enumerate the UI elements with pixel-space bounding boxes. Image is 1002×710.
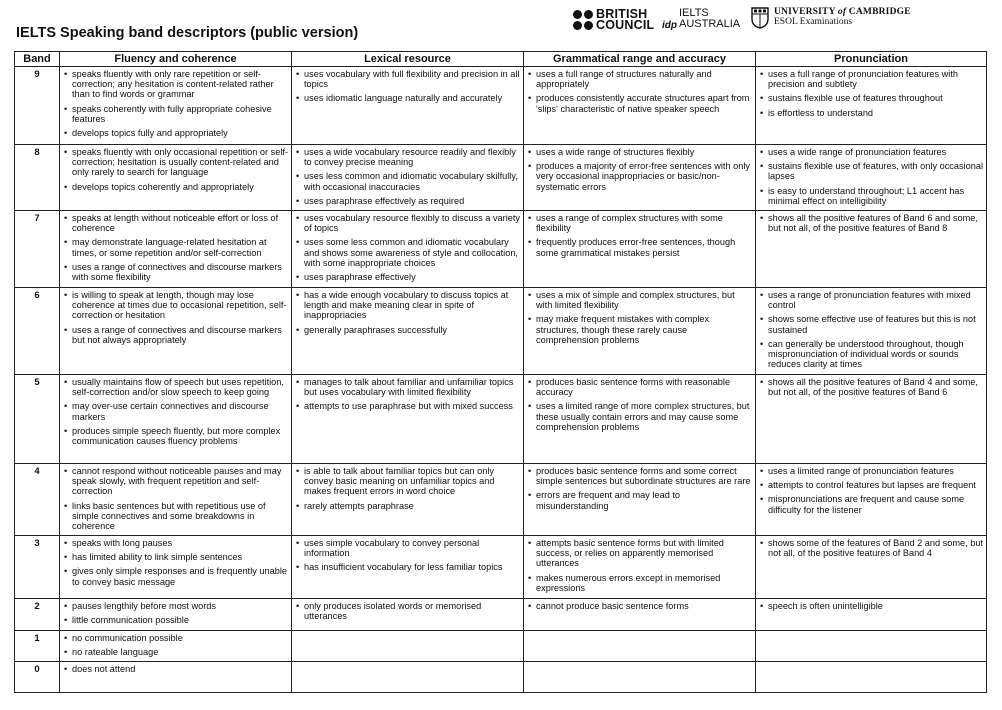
descriptor-cell-pronunciation xyxy=(756,145,987,211)
descriptor-item: • shows all the positive features of Band 6 and some, but not all, of the positive features of Band 8 xyxy=(759,213,983,233)
table-row xyxy=(15,631,987,662)
descriptor-item: • produces simple speech fluently, but more complex communication causes fluency problems xyxy=(63,426,288,446)
band-descriptors-table xyxy=(14,51,987,693)
descriptor-cell-fluency xyxy=(60,536,292,599)
cambridge-line1b: CAMBRIDGE xyxy=(846,7,911,17)
descriptor-cell-pronunciation xyxy=(756,211,987,288)
band-number: 2 xyxy=(15,599,60,631)
descriptor-item: • speaks at length without noticeable effort or loss of coherence xyxy=(63,213,288,233)
descriptor-list xyxy=(63,538,288,587)
table-row xyxy=(15,464,987,536)
descriptor-cell-grammar xyxy=(524,288,756,375)
header-band: Band xyxy=(15,52,60,67)
descriptor-item: • uses vocabulary with full flexibility and precision in all topics xyxy=(295,69,520,89)
band-number: 3 xyxy=(15,536,60,599)
descriptor-item: • mispronunciations are frequent and cause some difficulty for the listener xyxy=(759,494,983,514)
descriptor-list xyxy=(295,147,520,206)
page-title: IELTS Speaking band descriptors (public version) xyxy=(16,25,359,41)
descriptor-list xyxy=(759,290,983,369)
cambridge-line2: ESOL Examinations xyxy=(774,17,853,27)
descriptor-item: • pauses lengthily before most words xyxy=(63,601,288,611)
descriptor-list xyxy=(759,538,983,558)
descriptor-item: • has a wide enough vocabulary to discuss topics at length and make meaning clear in spite of inappropriacies xyxy=(295,290,520,321)
descriptor-item: • uses a full range of pronunciation features with precision and subtlety xyxy=(759,69,983,89)
descriptor-list xyxy=(527,213,752,258)
descriptor-list xyxy=(759,213,983,233)
descriptor-item: • no rateable language xyxy=(63,647,288,657)
cambridge-logo xyxy=(751,7,911,29)
descriptor-item: • uses paraphrase effectively xyxy=(295,272,520,282)
descriptor-item: • uses a wide range of pronunciation features xyxy=(759,147,983,157)
descriptor-item: • uses vocabulary resource flexibly to discuss a variety of topics xyxy=(295,213,520,233)
table-row xyxy=(15,145,987,211)
descriptor-item: • generally paraphrases successfully xyxy=(295,325,520,335)
descriptor-cell-pronunciation xyxy=(756,67,987,145)
descriptor-item: • rarely attempts paraphrase xyxy=(295,501,520,511)
ielts-line: IELTS xyxy=(679,7,709,19)
descriptor-cell-fluency xyxy=(60,375,292,464)
descriptor-list xyxy=(63,466,288,531)
descriptor-item: • uses less common and idiomatic vocabulary skilfully, with occasional inaccuracies xyxy=(295,171,520,191)
descriptor-cell-fluency xyxy=(60,145,292,211)
descriptor-item: • speech is often unintelligible xyxy=(759,601,983,611)
descriptor-item: • attempts to use paraphrase but with mixed success xyxy=(295,401,520,411)
logo-bar xyxy=(570,6,990,36)
cambridge-shield-icon xyxy=(751,7,769,29)
descriptor-cell-lexical xyxy=(292,599,524,631)
table-row xyxy=(15,211,987,288)
descriptor-item: • sustains flexible use of features throughout xyxy=(759,93,983,103)
british-council-dots-icon xyxy=(573,10,593,30)
descriptor-item: • attempts to control features but lapses are frequent xyxy=(759,480,983,490)
descriptor-cell-lexical xyxy=(292,464,524,536)
descriptor-item: • does not attend xyxy=(63,664,288,674)
descriptor-list xyxy=(527,601,752,611)
descriptor-list xyxy=(295,466,520,511)
descriptor-cell-pronunciation xyxy=(756,631,987,662)
descriptor-cell-lexical xyxy=(292,288,524,375)
descriptor-cell-grammar xyxy=(524,145,756,211)
descriptor-cell-lexical xyxy=(292,211,524,288)
descriptor-item: • gives only simple responses and is frequently unable to convey basic message xyxy=(63,566,288,586)
british-council-line1: BRITISH xyxy=(596,7,648,21)
descriptor-item: • frequently produces error-free sentences, though some grammatical mistakes persist xyxy=(527,237,752,257)
descriptor-item: • has limited ability to link simple sentences xyxy=(63,552,288,562)
british-council-logo xyxy=(573,9,654,31)
descriptor-item: • attempts basic sentence forms but with limited success, or relies on apparently memorised utterances xyxy=(527,538,752,569)
descriptor-item: • uses paraphrase effectively as required xyxy=(295,196,520,206)
descriptor-list xyxy=(295,213,520,282)
descriptor-item: • uses simple vocabulary to convey personal information xyxy=(295,538,520,558)
header-grammar: Grammatical range and accuracy xyxy=(524,52,756,67)
descriptor-item: • uses a range of connectives and discourse markers but not always appropriately xyxy=(63,325,288,345)
descriptor-cell-fluency xyxy=(60,599,292,631)
descriptor-cell-fluency xyxy=(60,631,292,662)
descriptor-item: • is easy to understand throughout; L1 accent has minimal effect on intelligibility xyxy=(759,186,983,206)
descriptor-list xyxy=(63,147,288,192)
descriptor-item: • produces consistently accurate structures apart from 'slips' characteristic of native speaker speech xyxy=(527,93,752,113)
descriptor-list xyxy=(527,147,752,192)
descriptor-item: • shows some of the features of Band 2 and some, but not all, of the positive features of Band 4 xyxy=(759,538,983,558)
descriptor-item: • produces basic sentence forms and some correct simple sentences but subordinate structures are rare xyxy=(527,466,752,486)
descriptor-cell-pronunciation xyxy=(756,662,987,693)
descriptor-list xyxy=(295,290,520,335)
table-row xyxy=(15,67,987,145)
descriptor-cell-grammar xyxy=(524,464,756,536)
descriptor-cell-fluency xyxy=(60,662,292,693)
descriptor-item: • has insufficient vocabulary for less familiar topics xyxy=(295,562,520,572)
descriptor-item: • shows all the positive features of Band 4 and some, but not all, of the positive features of Band 6 xyxy=(759,377,983,397)
descriptor-list xyxy=(759,601,983,611)
descriptor-item: • speaks fluently with only occasional repetition or self-correction; hesitation is usually content-related and only rarely to search for language xyxy=(63,147,288,178)
descriptor-cell-grammar xyxy=(524,375,756,464)
australia-line: AUSTRALIA xyxy=(679,18,741,30)
band-number: 6 xyxy=(15,288,60,375)
descriptor-cell-grammar xyxy=(524,536,756,599)
band-number: 4 xyxy=(15,464,60,536)
descriptor-item: • uses a range of pronunciation features with mixed control xyxy=(759,290,983,310)
descriptor-cell-lexical xyxy=(292,662,524,693)
descriptor-cell-pronunciation xyxy=(756,464,987,536)
descriptor-cell-grammar xyxy=(524,599,756,631)
descriptor-list xyxy=(527,290,752,345)
descriptor-item: • develops topics coherently and appropriately xyxy=(63,182,288,192)
band-number: 7 xyxy=(15,211,60,288)
table-row xyxy=(15,288,987,375)
descriptor-item: • speaks with long pauses xyxy=(63,538,288,548)
descriptor-cell-fluency xyxy=(60,67,292,145)
descriptor-item: • cannot produce basic sentence forms xyxy=(527,601,752,611)
descriptor-list xyxy=(63,290,288,345)
descriptor-item: • uses a wide range of structures flexibly xyxy=(527,147,752,157)
descriptor-item: • uses a full range of structures naturally and appropriately xyxy=(527,69,752,89)
descriptor-item: • uses a wide vocabulary resource readily and flexibly to convey precise meaning xyxy=(295,147,520,167)
descriptor-item: • manages to talk about familiar and unfamiliar topics but uses vocabulary with limited flexibility xyxy=(295,377,520,397)
descriptor-list xyxy=(295,538,520,573)
descriptor-list xyxy=(63,69,288,138)
descriptor-cell-lexical xyxy=(292,375,524,464)
descriptor-list xyxy=(759,147,983,206)
descriptor-list xyxy=(63,633,288,657)
descriptor-cell-pronunciation xyxy=(756,536,987,599)
table-row xyxy=(15,536,987,599)
descriptor-list xyxy=(759,377,983,397)
descriptor-item: • only produces isolated words or memorised utterances xyxy=(295,601,520,621)
descriptor-cell-fluency xyxy=(60,464,292,536)
descriptor-list xyxy=(527,69,752,114)
descriptor-cell-pronunciation xyxy=(756,599,987,631)
cambridge-line1-of: of xyxy=(837,7,847,17)
descriptor-list xyxy=(527,466,752,511)
table-header-row xyxy=(15,52,987,67)
table-body xyxy=(15,67,987,693)
idp-mark: idp xyxy=(662,20,677,31)
header-lexical: Lexical resource xyxy=(292,52,524,67)
descriptor-item: • sustains flexible use of features, with only occasional lapses xyxy=(759,161,983,181)
descriptor-item: • makes numerous errors except in memorised expressions xyxy=(527,573,752,593)
descriptor-item: • is willing to speak at length, though may lose coherence at times due to occasional repetition, self-correction or hesitation xyxy=(63,290,288,321)
descriptor-item: • may make frequent mistakes with complex structures, though these rarely cause comprehension problems xyxy=(527,314,752,345)
band-number: 5 xyxy=(15,375,60,464)
descriptor-item: • no communication possible xyxy=(63,633,288,643)
descriptor-item: • uses some less common and idiomatic vocabulary and shows some awareness of style and collocation, with some inappropriate choices xyxy=(295,237,520,268)
descriptor-cell-grammar xyxy=(524,67,756,145)
table-row xyxy=(15,662,987,693)
descriptor-list xyxy=(527,538,752,593)
band-number: 0 xyxy=(15,662,60,693)
descriptor-item: • uses a limited range of pronunciation features xyxy=(759,466,983,476)
band-number: 1 xyxy=(15,631,60,662)
header-pronunciation: Pronunciation xyxy=(756,52,987,67)
descriptor-item: • uses a range of connectives and discourse markers with some flexibility xyxy=(63,262,288,282)
descriptor-cell-fluency xyxy=(60,288,292,375)
descriptor-list xyxy=(63,213,288,282)
table-row xyxy=(15,599,987,631)
header-fluency: Fluency and coherence xyxy=(60,52,292,67)
descriptor-cell-fluency xyxy=(60,211,292,288)
band-number: 9 xyxy=(15,67,60,145)
descriptor-list xyxy=(295,377,520,412)
table-row xyxy=(15,375,987,464)
descriptor-list xyxy=(759,466,983,515)
band-number: 8 xyxy=(15,145,60,211)
descriptor-list xyxy=(295,601,520,621)
descriptor-list xyxy=(295,69,520,104)
descriptor-item: • speaks fluently with only rare repetition or self-correction; any hesitation is content-related rather than to find words or grammar xyxy=(63,69,288,100)
descriptor-item: • usually maintains flow of speech but uses repetition, self-correction and/or slow speech to keep going xyxy=(63,377,288,397)
descriptor-item: • uses a range of complex structures with some flexibility xyxy=(527,213,752,233)
descriptor-cell-grammar xyxy=(524,211,756,288)
descriptor-item: • produces basic sentence forms with reasonable accuracy xyxy=(527,377,752,397)
descriptor-item: • is able to talk about familiar topics but can only convey basic meaning on unfamiliar topics and makes frequent errors in word choice xyxy=(295,466,520,497)
descriptor-item: • links basic sentences but with repetitious use of simple connectives and some breakdowns in coherence xyxy=(63,501,288,532)
descriptor-cell-lexical xyxy=(292,67,524,145)
descriptor-item: • shows some effective use of features but this is not sustained xyxy=(759,314,983,334)
descriptor-list xyxy=(759,69,983,118)
descriptor-cell-grammar xyxy=(524,631,756,662)
descriptor-list xyxy=(63,377,288,446)
descriptor-item: • can generally be understood throughout, though mispronunciation of individual words or sounds reduces clarity at times xyxy=(759,339,983,370)
descriptor-item: • may over-use certain connectives and discourse markers xyxy=(63,401,288,421)
descriptor-item: • uses a mix of simple and complex structures, but with limited flexibility xyxy=(527,290,752,310)
descriptor-item: • speaks coherently with fully appropriate cohesive features xyxy=(63,104,288,124)
descriptor-item: • uses idiomatic language naturally and accurately xyxy=(295,93,520,103)
descriptor-cell-lexical xyxy=(292,631,524,662)
descriptor-item: • errors are frequent and may lead to misunderstanding xyxy=(527,490,752,510)
descriptor-cell-lexical xyxy=(292,536,524,599)
british-council-line2: COUNCIL xyxy=(596,18,655,32)
descriptor-item: • uses a limited range of more complex structures, but these usually contain errors and may cause some comprehension problems xyxy=(527,401,752,432)
descriptor-item: • produces a majority of error-free sentences with only very occasional inappropriacies or basic/non-systematic errors xyxy=(527,161,752,192)
descriptor-item: • is effortless to understand xyxy=(759,108,983,118)
cambridge-line1a: UNIVERSITY xyxy=(774,7,838,17)
descriptor-item: • cannot respond without noticeable pauses and may speak slowly, with frequent repetition and self-correction xyxy=(63,466,288,497)
descriptor-cell-grammar xyxy=(524,662,756,693)
idp-ielts-logo xyxy=(662,8,740,31)
descriptor-cell-lexical xyxy=(292,145,524,211)
descriptor-item: • little communication possible xyxy=(63,615,288,625)
descriptor-cell-pronunciation xyxy=(756,375,987,464)
descriptor-item: • develops topics fully and appropriately xyxy=(63,128,288,138)
descriptor-list xyxy=(63,664,288,674)
descriptor-list xyxy=(63,601,288,625)
descriptor-cell-pronunciation xyxy=(756,288,987,375)
descriptor-item: • may demonstrate language-related hesitation at times, or some repetition and/or self-correction xyxy=(63,237,288,257)
descriptor-list xyxy=(527,377,752,432)
